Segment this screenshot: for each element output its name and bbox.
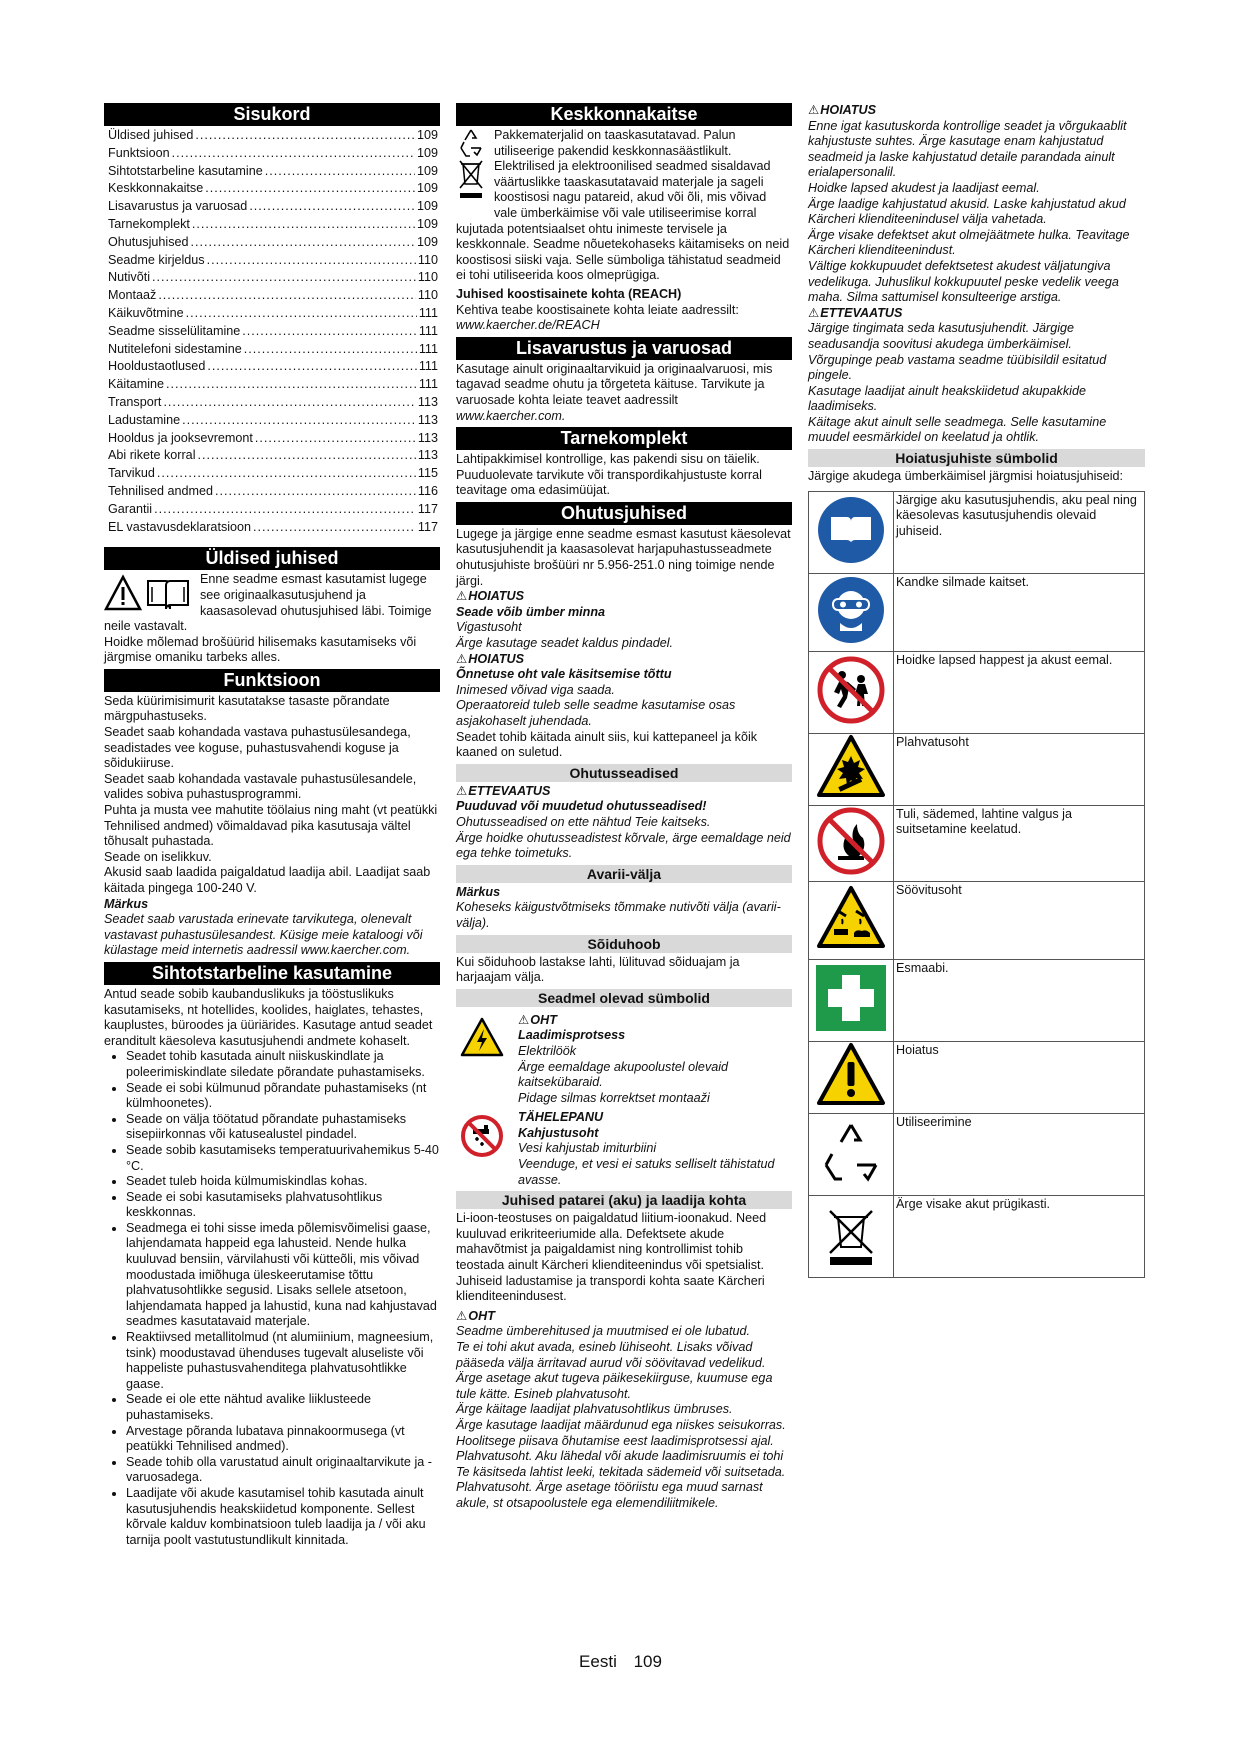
toc-dot-leader — [166, 377, 417, 393]
safety-intro: Lugege ja järgige enne seadme esmast kasutust käesolevat kasutusjuhendit ja kaasasolevat harjapuhastusseadmete ohutusjuhiste brošüüri nr 5.956-251.0 ning toimige nende järgi. — [456, 526, 791, 588]
toc-item-page: 111 — [418, 341, 438, 356]
toc-item-title: Garantii — [108, 501, 153, 516]
warning-manual-icons — [104, 574, 192, 617]
env-heading: Keskkonnakaitse — [456, 103, 792, 126]
accessories-p1: Kasutage ainult originaaltarvikuid ja originaalvaruosi, mis tagavad seadme ohutu ja tõrgeteta käituse. Tarvikute ja varuosade kohta leiate teavet aadressilt — [456, 361, 773, 407]
s2-title: Kahjustusoht — [518, 1125, 599, 1140]
s1-line1: Elektrilöök — [518, 1043, 577, 1058]
emergency-note-label: Märkus — [456, 884, 501, 899]
delivery-heading: Tarnekomplekt — [456, 427, 792, 450]
toc-item[interactable] — [108, 377, 440, 395]
intended-use-heading: Sihtotstarbeline kasutamine — [104, 962, 440, 985]
symbol-row — [809, 881, 1145, 959]
symbol-icon-cell — [809, 959, 894, 1041]
general-section — [104, 572, 440, 666]
symbol-text-cell: Ärge visake akut prügikasti. — [894, 1195, 1145, 1277]
intended-use-bullet: • Seade on välja töötatud põrandate puhastamiseks sisepiirkonnas või katusealustel pindadel. — [126, 1112, 440, 1143]
function-section — [104, 694, 440, 959]
toc-item-title: Ladustamine — [108, 412, 181, 427]
toc-item-title: Tehnilised andmed — [108, 483, 214, 498]
toc-dot-leader — [152, 270, 416, 286]
s1-line3: Pidage silmas korrektset montaaži — [518, 1090, 710, 1105]
symbol-row — [809, 805, 1145, 881]
electric-shock-icon — [460, 1017, 504, 1062]
symbol-text-cell: Utiliseerimine — [894, 1113, 1145, 1195]
toc-item[interactable] — [108, 164, 440, 182]
keep-children-away-icon — [816, 714, 886, 728]
toc-dot-leader — [191, 235, 415, 251]
safety-heading: Ohutusjuhised — [456, 502, 792, 525]
caution-line1: Ohutusseadised on ette nähtud Teie kaitseks. — [456, 814, 711, 829]
toc-item[interactable] — [108, 270, 440, 288]
intended-use-bullet: • Seade ei ole ette nähtud avalike liiklusteede puhastamiseks. — [126, 1392, 440, 1423]
symbol-icon-cell — [809, 651, 894, 733]
symbol-icon-cell — [809, 1195, 894, 1277]
symbol-row — [809, 651, 1145, 733]
first-aid-icon — [814, 1022, 888, 1036]
reach-text: Kehtiva teabe koostisainete kohta leiate aadressilt: — [456, 302, 739, 317]
toc-item-title: Keskkonnakaitse — [108, 181, 204, 196]
no-fire-icon — [816, 865, 886, 879]
c3-warning-line: Ärge visake defektset akut olmejäätmete hulka. Teavitage Kärcheri klienditeenindust. — [808, 227, 1130, 258]
toc-item-page: 113 — [417, 412, 438, 427]
toc-item[interactable] — [108, 288, 440, 306]
toc-item-title: Nutivõti — [108, 270, 150, 285]
general-p2: Hoidke mõlemad brošüürid hilisemaks kasutamiseks või järgmise omaniku tarbeks alles. — [104, 634, 417, 665]
toc-item[interactable] — [108, 395, 440, 413]
symbol-icon-cell — [809, 733, 894, 805]
battery-danger-line: Ärge asetage akut tugeva päikesekiirguse, kuumuse ega tule kätte. Esineb plahvatusoht. — [456, 1371, 773, 1401]
toc-item-page: 116 — [417, 483, 438, 498]
c3-warning-line: Vältige kokkupuudet defektsetest akudest väljatungiva vedelikuga. Juhuslikul kokkupuutel peske vedelik veega maha. Silma sattumisel konsulteerige arstiga. — [808, 258, 1119, 305]
toc-item[interactable] — [108, 324, 440, 342]
reach-title: Juhised koostisainete kohta (REACH) — [456, 286, 682, 301]
toc-dot-leader — [158, 288, 416, 304]
toc-item[interactable] — [108, 146, 440, 164]
general-p1: Enne seadme esmast kasutamist lugege see originaalkasutusjuhend ja kaasasolevad ohutusjuhised läbi. Toimige neile vastavalt. — [104, 572, 432, 634]
accessories-heading: Lisavarustus ja varuosad — [456, 337, 792, 360]
battery-p2: Juhiseid ladustamise ja transpordi kohta saate Kärcheri klienditeenindusest. — [456, 1273, 765, 1304]
toc-dot-leader — [242, 324, 417, 340]
function-note-text: Seadet saab varustada erinevate tarvikutega, olenevalt vastavast puhastusülesandest. Küsige meie kataloogi või külastage meid internetis aadressil www.kaercher.com. — [104, 912, 423, 958]
toc-dot-leader — [195, 128, 415, 144]
toc-dot-leader — [154, 502, 416, 518]
function-heading: Funktsioon — [104, 669, 440, 692]
symbol-text-cell: Esmaabi. — [894, 959, 1145, 1041]
table-of-contents — [104, 128, 440, 537]
toc-item[interactable] — [108, 199, 440, 217]
intended-use-bullet: • Seade sobib kasutamiseks temperatuurivahemikus 5-40 °C. — [126, 1143, 440, 1174]
toc-item-page: 117 — [417, 519, 438, 534]
symbol-icon-cell — [809, 881, 894, 959]
toc-item-title: Sihtotstarbeline kasutamine — [108, 163, 263, 178]
column-3 — [808, 103, 1145, 1278]
intended-use-bullet: • Seadet tohib kasutada ainult niiskuskindlate ja poleerimiskindlate siledate põrandate puhastamiseks. — [126, 1049, 440, 1080]
battery-danger-line: Plahvatusoht. Aku lähedal või akude laadimisruumis ei tohi Te käsitseda lahtist leeki, tekitada sädemeid või suitsetada. — [456, 1449, 786, 1479]
toc-item[interactable] — [108, 181, 440, 199]
s2-line2: Veenduge, et vesi ei satuks selliselt tähistatud avasse. — [518, 1157, 775, 1187]
toc-item-page: 111 — [418, 323, 438, 338]
c3-warning-lines — [808, 119, 1145, 306]
toc-heading: Sisukord — [104, 103, 440, 126]
toc-dot-leader — [265, 164, 415, 180]
intended-intro: Antud seade sobib kaubanduslikuks ja tööstuslikuks kasutamiseks, nt hotellides, koolides, haiglates, tehastes, kauplustes, büroodes ja üüriärides. Kasutage antud seadet eranditult käesoleva kasutusjuhendi andmete kohaselt. — [104, 986, 433, 1048]
function-p1: Seda küürimisimurit kasutatakse tasaste põrandate märgpuhastuseks. — [104, 693, 390, 724]
battery-danger-lines — [456, 1324, 792, 1511]
toc-item-title: Lisavarustus ja varuosad — [108, 199, 248, 214]
eye-protection-icon — [816, 634, 886, 648]
toc-item[interactable] — [108, 466, 440, 484]
toc-item-title: Montaaž — [108, 288, 157, 303]
symbol-text-cell: Kandke silmade kaitset. — [894, 573, 1145, 651]
device-symbols-heading: Seadmel olevad sümbolid — [456, 989, 792, 1007]
toc-item-page: 115 — [417, 466, 438, 481]
intended-use-bullet: • Seade tohib olla varustatud ainult originaaltarvikute ja -varuosadega. — [126, 1455, 440, 1486]
caution-title: Puuduvad või muudetud ohutusseadised! — [456, 799, 707, 814]
function-p6: Akusid saab laadida paigaldatud laadija abil. Laadijat saab käitada pingega 100-240 V. — [104, 865, 431, 896]
toc-item-page: 109 — [416, 199, 438, 214]
column-1 — [104, 103, 440, 1551]
battery-danger-line: Plahvatusoht. Ärge asetage tööriistu ega muud sarnast akule, st otsapoolustele ega elemendiliitmikele. — [456, 1480, 763, 1510]
toc-item-title: Funktsioon — [108, 145, 170, 160]
toc-item[interactable] — [108, 253, 440, 271]
w1-line2: Ärge kasutage seadet kaldus pindadel. — [456, 636, 674, 651]
toc-item-page: 111 — [418, 359, 438, 374]
symbol-icon-cell — [809, 573, 894, 651]
toc-item-title: Nutitelefoni sidestamine — [108, 341, 242, 356]
c3-caution-lines — [808, 321, 1145, 446]
toc-dot-leader — [163, 395, 415, 411]
intended-use-bullet: • Arvestage põranda lubatava pinnakoormusega (vt peatükki Tehnilised andmed). — [126, 1424, 440, 1455]
toc-item-title: Tarnekomplekt — [108, 216, 190, 231]
toc-item[interactable] — [108, 342, 440, 360]
env-section — [456, 128, 792, 334]
intended-use-section — [104, 987, 440, 1548]
toc-dot-leader — [157, 466, 416, 482]
toc-item[interactable] — [108, 359, 440, 377]
w2-paragraph: Seadet tohib käitada ainult siis, kui kattepaneel ja kõik kaaned on suletud. — [456, 729, 758, 760]
toc-dot-leader — [172, 146, 415, 162]
toc-item-page: 109 — [416, 163, 438, 178]
toc-item-page: 110 — [417, 270, 438, 285]
toc-item-title: Hooldustaotlused — [108, 359, 206, 374]
symbol-icon-cell — [809, 1041, 894, 1113]
env-p2: Elektrilised ja elektroonilised seadmed sisaldavad väärtuslikke taaskasutatavaid materjale ja sageli koostisosi nagu patareid, akud või õli, mis võivad vale ümberkäimise või vale utiliseerimise korral kujutada potentsiaalset ohtu inimeste tervisele ja keskkonnale. Seadme nõuetekohaseks käitamiseks on neid koostisosi siiski vaja. Selle sümboliga tähistatud seadmeid ei tohi utiliseerida koos olmeprügiga. — [456, 159, 790, 283]
safety-devices-heading: Ohutusseadised — [456, 764, 792, 782]
w1-label: ⚠ HOIATUS — [456, 589, 792, 605]
toc-item-title: Üldised juhised — [108, 128, 194, 142]
toc-item[interactable] — [108, 128, 440, 146]
env-p1: Pakkematerjalid on taaskasutatavad. Palun utiliseerige pakendid keskkonnasäästlikult. — [494, 128, 736, 158]
function-p4: Puhta ja musta vee mahutite töölaius ning maht (vt peatükki Tehnilised andmed) võimaldavad pika kasutusaja vältel tõhusalt puhastada. — [104, 803, 438, 849]
toc-item-page: 110 — [417, 288, 438, 303]
function-p3: Seadet saab kohandada vastavale puhastusülesandele, valides sobiva puhastusprogrammi. — [104, 771, 417, 802]
c3-warning-line: Ärge laadige kahjustatud akusid. Laske kahjustatud akud Kärcheri klienditeenindusel välja vahetada. — [808, 196, 1126, 227]
s1-line2: Ärge eemaldage akupoolustel olevaid kaitsekübaraid. — [518, 1059, 729, 1090]
symbol-row — [809, 1113, 1145, 1195]
caution-label: ⚠ ETTEVAATUS — [456, 784, 792, 800]
recycle-bin-icons — [456, 128, 486, 207]
c3-warning-line: Enne igat kasutuskorda kontrollige seadet ja võrgukaablit kahjustuste suhtes. Ärge kasutage enam kahjustatud seadmeid ja laske kahjustatud detaile parandada ainult erialapersonalil. — [808, 118, 1127, 180]
general-heading: Üldised juhised — [104, 547, 440, 570]
reach-url[interactable]: www.kaercher.de/REACH — [456, 318, 600, 333]
toc-item[interactable] — [108, 306, 440, 324]
toc-item-page: 110 — [417, 252, 438, 267]
warning-icon — [816, 1097, 886, 1111]
intended-use-bullet: • Seade ei sobi kasutamiseks plahvatusohtlikus keskkonnas. — [126, 1190, 440, 1221]
toc-item-title: Käikuvõtmine — [108, 305, 184, 320]
toc-dot-leader — [182, 413, 416, 429]
toc-item-title: Hooldus ja jooksevremont — [108, 430, 253, 445]
toc-item-page: 109 — [416, 181, 438, 196]
symbol-row — [809, 959, 1145, 1041]
function-p2: Seadet saab kohandada vastava puhastusülesandega, seadistades vee koguse, puhastusvahendi koguse ja sõidukiiruse. — [104, 725, 411, 771]
toc-item-page: 109 — [416, 145, 438, 160]
toc-item-page: 109 — [416, 216, 438, 231]
function-p5: Seade on iselikkuv. — [104, 849, 212, 864]
toc-dot-leader — [249, 199, 415, 215]
s1-label: ⚠ OHT — [518, 1013, 792, 1029]
toc-dot-leader — [207, 253, 416, 269]
toc-item[interactable] — [108, 431, 440, 449]
toc-dot-leader — [244, 342, 417, 358]
c3-warning-label: ⚠ HOIATUS — [808, 103, 1145, 119]
toc-item[interactable] — [108, 217, 440, 235]
intended-use-bullet: • Laadijate või akude kasutamisel tohib kasutada ainult kasutusjuhendis heakskiidetud komponente. Sellest kõrvale kalduv kombinatsioon tuleb laadija ja / või aku tarnija poolt vastutustundlikult kinnitada. — [126, 1486, 440, 1548]
battery-danger-line: Te ei tohi akut avada, esineb lühiseoht. Lisaks võivad pääseda välja ärritavad aurud või söövitavad vedelikud. — [456, 1340, 766, 1370]
symbol-icon-cell — [809, 491, 894, 573]
toc-item-page: 113 — [417, 430, 438, 445]
toc-item-page: 109 — [416, 234, 438, 249]
toc-item[interactable] — [108, 235, 440, 253]
drive-lever-text: Kui sõiduhoob lastakse lahti, lülituvad sõiduajam ja harjaajam välja. — [456, 954, 740, 985]
battery-danger-line: Hoolitsege piisava õhutamise eest laadimisprotsessi ajal. — [456, 1433, 774, 1448]
w1-title: Seade võib ümber minna — [456, 604, 606, 619]
delivery-p1: Lahtipakkimisel kontrollige, kas pakendi sisu on täielik. Puuduolevate tarvikute või transpordikahjustuste korral teavitage oma edasimüüjat. — [456, 452, 762, 498]
intended-use-bullet: • Seadet tuleb hoida külmumiskindlas kohas. — [126, 1174, 440, 1190]
toc-item-title: Käitamine — [108, 377, 165, 392]
toc-item-title: Transport — [108, 394, 162, 409]
battery-danger-line: Ärge kasutage laadijat määrdunud ega niiskes seisukorras. — [456, 1417, 786, 1432]
toc-item-page: 117 — [417, 501, 438, 516]
intended-use-bullet: • Seadmega ei tohi sisse imeda põlemisvõimelisi gaase, lahjendamata happeid ega lahusteid. Nende hulka kuuluvad bensiin, värvilahusti või kütteõli, mis võivad moodustada imiõhuga üleskeerutamise tõttu plahvatusohtlikke segusid. Lisaks sellele atsetoon, lahjendamata happed ja lahustid, kuna nad kahjustavad seadmes kasutatavaid materjale. — [126, 1221, 440, 1330]
c3-caution-line: Käitage akut ainult selle seadmega. Selle kasutamine muudel eesmärkidel on keelatud ja ohtlik. — [808, 414, 1107, 445]
explosion-icon — [816, 789, 886, 803]
toc-dot-leader — [192, 217, 415, 233]
toc-item-title: EL vastavusdeklaratsioon — [108, 519, 252, 534]
toc-item-page: 113 — [417, 394, 438, 409]
symbol-attention-block — [456, 1110, 792, 1188]
symbol-text-cell: Plahvatusoht — [894, 733, 1145, 805]
intended-use-bullet: • Seade ei sobi külmunud põrandate puhastamiseks (nt külmhoonetes). — [126, 1081, 440, 1112]
symbol-row — [809, 491, 1145, 573]
intended-use-bullet: • Reaktiivsed metallitolmud (nt alumiinium, magneesium, tsink) moodustavad ühenduses tugevalt aluseliste või happeliste puhastusvahenditega plahvatusohtlikke gaase. — [126, 1330, 440, 1392]
intended-use-list — [104, 1049, 440, 1548]
battery-heading: Juhised patarei (aku) ja laadija kohta — [456, 1191, 792, 1209]
toc-dot-leader — [253, 520, 416, 536]
toc-dot-leader — [255, 431, 416, 447]
no-water-icon — [460, 1114, 504, 1163]
toc-dot-leader — [198, 448, 416, 464]
toc-dot-leader — [207, 359, 417, 375]
accessories-url[interactable]: www.kaercher.com. — [456, 408, 566, 423]
toc-item-title: Tarvikud — [108, 466, 155, 481]
recycling-icon — [816, 1174, 886, 1188]
toc-item[interactable] — [108, 448, 440, 466]
toc-item[interactable] — [108, 484, 440, 502]
toc-item[interactable] — [108, 520, 440, 538]
c3-caution-line: Järgige tingimata seda kasutusjuhendit. Järgige seadusandja soovitusi akudega ümberkäimisel. — [808, 321, 1075, 351]
toc-item-page: 109 — [416, 128, 438, 142]
symbol-row — [809, 1195, 1145, 1277]
c3-warning-line: Hoidke lapsed akudest ja laadijast eemal. — [808, 180, 1040, 195]
battery-danger-line: Ärge käitage laadijat plahvatusohtlikus ümbruses. — [456, 1402, 733, 1417]
symbol-row — [809, 733, 1145, 805]
c3-caution-label: ⚠ ETTEVAATUS — [808, 306, 1145, 322]
toc-item-title: Seadme sisselülitamine — [108, 323, 241, 338]
manual-icon — [816, 554, 886, 568]
warning-symbols-heading: Hoiatusjuhiste sümbolid — [808, 449, 1145, 467]
w2-line1: Inimesed võivad viga saada. — [456, 682, 615, 697]
w2-line2: Operaatoreid tuleb selle seadme kasutamise osas asjakohaselt juhendada. — [456, 698, 736, 728]
s1-title: Laadimisprotsess — [518, 1028, 626, 1043]
c3-caution-line: Kasutage laadijat ainult heakskiidetud akupakkide laadimiseks. — [808, 383, 1086, 414]
symbol-text-cell: Hoidke lapsed happest ja akust eemal. — [894, 651, 1145, 733]
emergency-off-heading: Avarii-välja — [456, 865, 792, 883]
toc-item[interactable] — [108, 413, 440, 431]
s2-label: TÄHELEPANU — [518, 1110, 604, 1125]
symbol-icon-cell — [809, 1113, 894, 1195]
toc-dot-leader — [205, 181, 415, 197]
toc-item-title: Abi rikete korral — [108, 448, 196, 463]
column-2 — [456, 103, 792, 1515]
symbol-text-cell: Hoiatus — [894, 1041, 1145, 1113]
symbol-text-cell: Söövitusoht — [894, 881, 1145, 959]
delivery-section — [456, 452, 792, 499]
warning-symbols-intro: Järgige akudega ümberkäimisel järgmisi hoiatusjuhiseid: — [808, 469, 1124, 484]
drive-lever-heading: Sõiduhoob — [456, 935, 792, 953]
toc-item[interactable] — [108, 502, 440, 520]
footer-page-number: 109 — [633, 1652, 662, 1671]
corrosive-icon — [816, 940, 886, 954]
crossed-bin-icon — [816, 1258, 886, 1272]
toc-dot-leader — [186, 306, 417, 322]
safety-section — [456, 527, 792, 1512]
w2-title: Õnnetuse oht vale käsitsemise tõttu — [456, 667, 672, 682]
page-footer — [0, 1654, 1241, 1670]
s2-line1: Vesi kahjustab imiturbiini — [518, 1141, 657, 1156]
symbol-row — [809, 1041, 1145, 1113]
battery-p1: Li-ioon-teostuses on paigaldatud liitium-ioonakud. Need kuuluvad erikriteeriumide alla. Defektsete akude mahavõtmist ja paigaldamist ning kontrollimist tohib teostada ainult Kärcheri klienditeenindus või spetsialist. — [456, 1211, 767, 1273]
symbol-row — [809, 573, 1145, 651]
w2-label: ⚠ HOIATUS — [456, 652, 792, 668]
emergency-note-text: Koheseks käigustvõtmiseks tõmmake nutivõti välja (avarii-välja). — [456, 900, 781, 930]
function-note-label: Märkus — [104, 896, 149, 911]
toc-item-page: 111 — [418, 305, 438, 320]
toc-item-page: 113 — [417, 448, 438, 463]
w1-line1: Vigastusoht — [456, 620, 522, 635]
toc-item-title: Seadme kirjeldus — [108, 252, 205, 267]
toc-item-title: Ohutusjuhised — [108, 234, 189, 249]
caution-line2: Ärge hoidke ohutusseadistest kõrvale, ärge eemaldage neid ega tehke toimetuks. — [456, 830, 791, 861]
warning-symbols-table — [808, 491, 1145, 1278]
battery-danger-label: ⚠ OHT — [456, 1309, 792, 1325]
battery-danger-line: Seadme ümberehitused ja muutmised ei ole lubatud. — [456, 1324, 751, 1339]
accessories-section — [456, 362, 792, 424]
symbol-danger-block — [456, 1013, 792, 1107]
footer-language: Eesti — [579, 1652, 617, 1671]
symbol-text-cell: Järgige aku kasutusjuhendis, aku peal ning käesolevas kasutusjuhendis olevaid juhiseid. — [894, 491, 1145, 573]
c3-caution-line: Võrgupinge peab vastama seadme tüübisildil esitatud pingele. — [808, 352, 1107, 383]
symbol-icon-cell — [809, 805, 894, 881]
toc-dot-leader — [215, 484, 416, 500]
symbol-text-cell: Tuli, sädemed, lahtine valgus ja suitsetamine keelatud. — [894, 805, 1145, 881]
toc-item-page: 111 — [418, 377, 438, 392]
